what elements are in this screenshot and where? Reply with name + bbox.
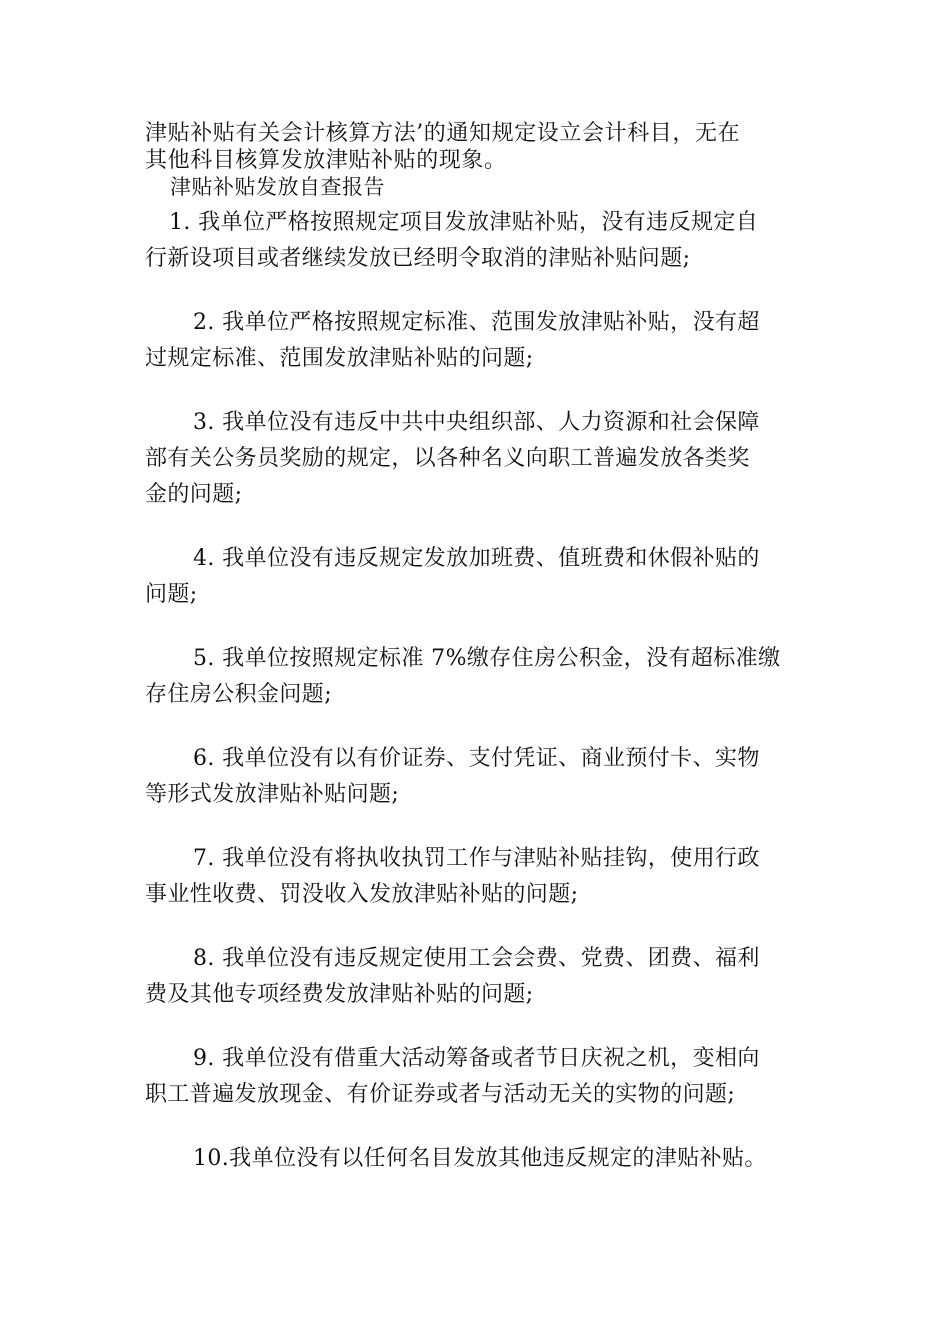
checklist [145,205,809,1177]
checklist-item-line: 10.我单位没有以任何名目发放其他违反规定的津贴补贴。 [193,1146,767,1171]
checklist-item-line: 1. 我单位严格按照规定项目发放津贴补贴，没有违反规定自 [169,210,759,235]
checklist-item [145,405,809,513]
checklist-item [145,641,809,713]
checklist-item [145,205,809,277]
checklist-item-line: 9. 我单位没有借重大活动筹备或者节日庆祝之机，变相向 [193,1046,760,1071]
checklist-item-line: 费及其他专项经费发放津贴补贴的问题; [145,982,534,1007]
checklist-item [145,1041,809,1113]
intro-line: 津贴补贴有关会计核算方法’的通知规定设立会计科目，无在 [145,121,741,146]
checklist-item-line: 问题; [145,582,198,607]
checklist-item-line: 2. 我单位严格按照规定标准、范围发放津贴补贴，没有超 [193,310,760,335]
intro-line: 其他科目核算发放津贴补贴的现象。 [145,148,507,173]
checklist-item [145,1141,809,1177]
checklist-item [145,741,809,813]
checklist-item [145,305,809,377]
checklist-item-line: 部有关公务员奖励的规定，以各种名义向职工普遍发放各类奖 [145,446,750,471]
checklist-item-line: 6. 我单位没有以有价证券、支付凭证、商业预付卡、实物 [193,746,760,771]
checklist-item-line: 行新设项目或者继续发放已经明令取消的津贴补贴问题; [145,246,691,271]
checklist-item-line: 存住房公积金问题; [145,682,333,707]
checklist-item-line: 职工普遍发放现金、有价证券或者与活动无关的实物的问题; [145,1082,736,1107]
checklist-item [145,941,809,1013]
checklist-item-line: 5. 我单位按照规定标准 7%缴存住房公积金，没有超标准缴 [193,646,781,671]
report-title: 津贴补贴发放自查报告 [170,175,385,199]
checklist-item [145,841,809,913]
intro-paragraph [145,120,809,174]
checklist-item-line: 4. 我单位没有违反规定发放加班费、值班费和休假补贴的 [193,546,760,571]
checklist-item-line: 等形式发放津贴补贴问题; [145,782,400,807]
checklist-item-line: 事业性收费、罚没收入发放津贴补贴的问题; [145,882,579,907]
checklist-item-line: 8. 我单位没有违反规定使用工会会费、党费、团费、福利 [193,946,760,971]
checklist-item-line: 过规定标准、范围发放津贴补贴的问题; [145,346,534,371]
checklist-item-line: 7. 我单位没有将执收执罚工作与津贴补贴挂钩，使用行政 [193,846,760,871]
checklist-item [145,541,809,613]
checklist-item-line: 金的问题; [145,482,243,507]
checklist-item-line: 3. 我单位没有违反中共中央组织部、人力资源和社会保障 [193,410,760,435]
